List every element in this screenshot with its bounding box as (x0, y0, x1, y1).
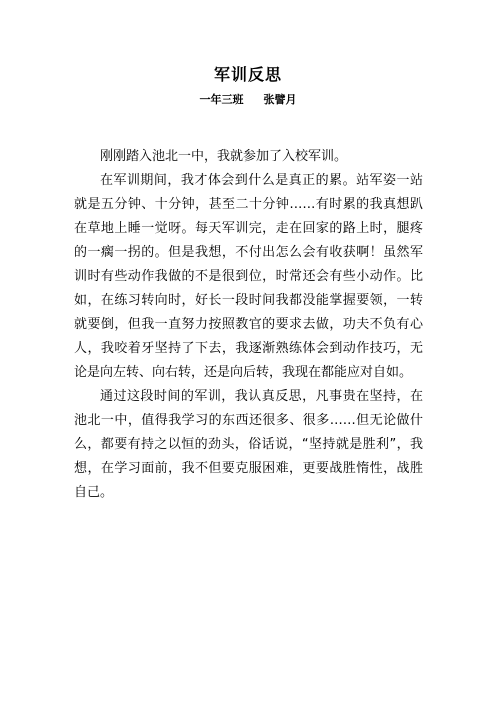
class-name: 一年三班 (199, 93, 244, 106)
paragraph-1: 刚刚踏入池北一中，我就参加了入校军训。 (100, 149, 348, 164)
document-title: 军训反思 (213, 65, 282, 84)
author-name: 张譬月 (263, 93, 297, 106)
document-body (74, 145, 423, 505)
paragraph-2: 在军训期间，我才体会到什么是真正的累。站军姿一站就是五分钟、十分钟，甚至二十分钟……有时累的我真想趴在草地上睡一觉呀。每天军训完，走在回家的路上时，腿疼的一瘸一拐的。但是我想，不付出怎么会有收获啊！虽然军训时有些动作我做的不是很到位，时常还会有些小动作。比如，在练习转向时，好长一段时间我都没能掌握要领，一转就要倒，但我一直努力按照教官的要求去做，功夫不负有心人，我咬着牙坚持了下去，我逐渐熟练体会到动作技巧，无论是向左转、向右转，还是向后转，我现在都能应对自如。 (74, 173, 423, 380)
byline (0, 93, 496, 107)
paragraph-3: 通过这段时间的军训，我认真反思，凡事贵在坚持，在池北一中，值得我学习的东西还很多、很多……但无论做什么，都要有持之以恒的劲头，俗话说，“坚持就是胜利”，我想，在学习面前，我不但要克服困难，更要战胜惰性，战胜自己。 (74, 389, 423, 500)
